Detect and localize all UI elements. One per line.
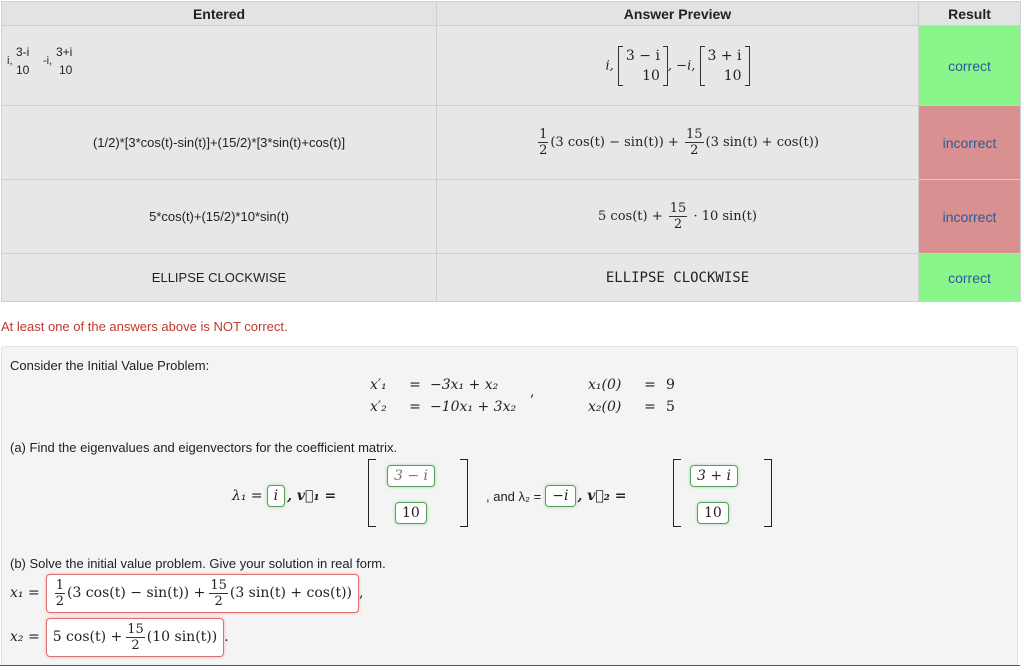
problem-intro: Consider the Initial Value Problem: — [10, 358, 210, 373]
ic-x1-value: 9 — [666, 377, 675, 393]
header-result: Result — [919, 2, 1021, 26]
lambda2-input[interactable]: −i — [545, 485, 575, 507]
result-badge: correct — [919, 254, 1021, 302]
lhs-x1-prime: x′₁ — [370, 377, 387, 393]
v1-right-bracket — [460, 459, 468, 527]
results-table — [1, 1, 1021, 302]
part-b-prompt: (b) Solve the initial value problem. Give your solution in real form. — [10, 556, 386, 571]
lambda1-label: λ₁ = — [232, 488, 263, 504]
and-label: , and λ₂ = — [486, 488, 542, 504]
x2-solution-input[interactable]: 5 cos(t) + $\frac{15}{2}$ (10 sin(t)) — [46, 618, 225, 657]
equals-sign: = — [409, 377, 421, 393]
header-answer-preview: Answer Preview — [437, 2, 919, 26]
table-row — [2, 26, 1021, 106]
lambda2-row — [486, 483, 627, 509]
lhs-x2-prime: x′₂ — [370, 399, 387, 415]
preview-vector-1: 3 − i 10 — [618, 46, 668, 86]
preview-cell: i, 3 − i 10 , −i, 3 + i 10 — [437, 26, 919, 106]
entered-cell: ELLIPSE CLOCKWISE — [2, 254, 437, 302]
ic-x2: x₂(0) — [588, 399, 622, 415]
x2-trailing-period: . — [224, 629, 229, 645]
ode-system — [370, 374, 686, 418]
table-row — [2, 180, 1021, 254]
entered-cell: 5*cos(t)+(15/2)*10*sin(t) — [2, 180, 437, 254]
result-badge: correct — [919, 26, 1021, 106]
preview-cell: 5 cos(t) + $\frac{15}{2}$ · 10 sin(t) — [437, 180, 919, 254]
preview-cell: ELLIPSE CLOCKWISE — [437, 254, 919, 302]
rhs-x2: −10x₁ + 3x₂ — [430, 399, 517, 415]
x1-row — [10, 572, 363, 614]
table-row — [2, 106, 1021, 180]
v2-left-bracket — [673, 459, 681, 527]
table-row — [2, 254, 1021, 302]
lambda1-input[interactable]: i — [267, 485, 285, 507]
result-badge: incorrect — [919, 180, 1021, 254]
equals-sign: = — [409, 399, 421, 415]
v2-label: , v⃗₂ = — [577, 488, 627, 504]
incorrect-warning: At least one of the answers above is NOT correct. — [1, 319, 288, 334]
header-entered: Entered — [2, 2, 437, 26]
v2-top-input[interactable]: 3 + i — [690, 465, 738, 487]
v1-label: , v⃗₁ = — [287, 488, 337, 504]
equals-sign: = — [644, 399, 656, 415]
preview-cell: $\frac{1}{2}$ (3 cos(t) − sin(t)) + $\frac{15}{2}$ (3 sin(t) + cos(t)) — [437, 106, 919, 180]
entered-cell: (1/2)*[3*cos(t)-sin(t)]+(15/2)*[3*sin(t)+cos(t)] — [2, 106, 437, 180]
ic-x1: x₁(0) — [588, 377, 622, 393]
x1-label: x₁ = — [10, 585, 40, 601]
bottom-divider — [0, 665, 1020, 666]
part-a-prompt: (a) Find the eigenvalues and eigenvectors for the coefficient matrix. — [10, 440, 398, 455]
v1-left-bracket — [368, 459, 376, 527]
v1-bottom-input[interactable]: 10 — [395, 502, 427, 524]
equals-sign: = — [644, 377, 656, 393]
v2-bottom-input[interactable]: 10 — [697, 502, 729, 524]
v2-right-bracket — [764, 459, 772, 527]
x1-trailing-comma: , — [359, 585, 364, 601]
entered-eigen-answer: 3-i 3+i i, -i, 10 10 — [7, 45, 73, 77]
results-header-row — [2, 2, 1021, 26]
lambda1-row — [232, 483, 336, 509]
entered-cell — [2, 26, 437, 106]
x2-row — [10, 616, 229, 658]
preview-vector-2: 3 + i 10 — [700, 46, 750, 86]
result-badge: incorrect — [919, 106, 1021, 180]
x1-solution-input[interactable]: $\frac{1}{2}$ (3 cos(t) − sin(t)) + $\frac{15}{2}$ (3 sin(t) + cos(t)) — [46, 574, 359, 613]
v1-top-input[interactable]: 3 − i — [387, 465, 435, 487]
system-comma: , — [530, 384, 535, 400]
ic-x2-value: 5 — [666, 399, 675, 415]
x2-label: x₂ = — [10, 629, 40, 645]
rhs-x1: −3x₁ + x₂ — [430, 377, 499, 393]
